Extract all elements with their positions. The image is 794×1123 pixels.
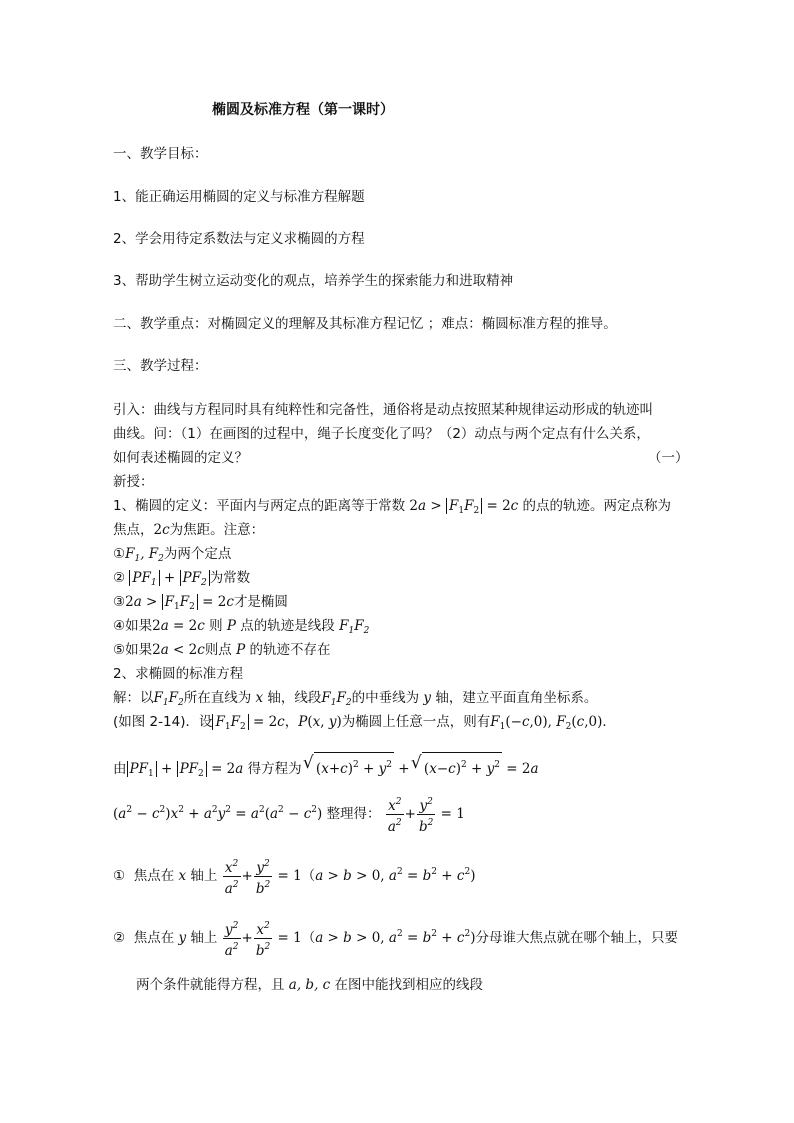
solution-line	[113, 689, 597, 712]
formula: $PF_1 + PF_2$	[129, 570, 209, 586]
text-run: 在图中能找到相应的线段	[334, 977, 483, 993]
note-1	[113, 545, 231, 568]
formula: $F_1F_2 = 2c$	[212, 714, 284, 730]
text-run: 轴，线段	[267, 690, 322, 706]
new-lesson-label: 新授：	[113, 474, 154, 490]
formula: P(x, y)	[298, 714, 342, 730]
text-run: 的轨迹不存在	[249, 642, 331, 658]
last-line	[136, 976, 483, 994]
goals-heading: 一、教学目标：	[113, 146, 208, 162]
formula: $\frac{x^2}{a^2}$	[223, 856, 241, 897]
text-run: 分母谁大焦点就在哪个轴上，只要	[475, 930, 678, 946]
formula: $\frac{x^2}{a^2}$	[386, 794, 404, 835]
formula: $(a^2 - c^2)x^2 + a^2y^2 = a^2(a^2 - c^2)$	[113, 805, 323, 822]
text-run: ④如果	[113, 618, 153, 634]
circled-number: ①	[113, 546, 126, 562]
text-run: 为椭圆上任意一点，则有	[341, 714, 491, 730]
formula: 2a = 2c	[152, 618, 205, 634]
definition-line-2	[113, 521, 264, 539]
formula: x	[174, 868, 191, 884]
note-5	[113, 641, 330, 659]
formula: P	[222, 618, 241, 634]
text-run: 焦点在	[133, 868, 175, 884]
text-run: ．	[602, 714, 616, 730]
intro-line-2: 曲线。问：（1）在画图的过程中，绳子长度变化了吗？（2）动点与两个定点有什么关系，	[113, 426, 650, 442]
intro-line-1: 引入：曲线与方程同时具有纯粹性和完备性，通俗将是动点按照某种规律运动形成的轨迹叫	[113, 402, 653, 418]
text-run: ，	[284, 714, 299, 730]
formula: $F_1(-c,0)$, $F_2(c,0)$	[490, 714, 603, 732]
formula: $F_1F_2$	[334, 618, 370, 636]
text-run: 得方程为	[247, 761, 302, 777]
goal-3: 3、帮助学生树立运动变化的观点，培养学生的探索能力和进取精神	[113, 273, 514, 289]
text-run: 为焦距。注意：	[169, 522, 265, 538]
goal-2: 2、学会用待定系数法与定义求椭圆的方程	[113, 231, 365, 247]
text-run: 点的轨迹是线段	[240, 618, 335, 634]
definition-line-1	[113, 497, 671, 520]
text-run: 由	[113, 761, 127, 777]
definition-tail: 的点的轨迹。两定点称为	[522, 498, 672, 514]
formula: $2a > F_1F_2 = 2c$	[125, 594, 234, 612]
circled-number: ②	[113, 570, 126, 586]
formula: 2c	[153, 522, 170, 538]
text-run: 才是椭圆	[233, 594, 288, 610]
text-run: 轴上	[190, 930, 218, 946]
formula: x	[251, 690, 268, 706]
formula: 2a < 2c	[152, 642, 205, 658]
note-4	[113, 617, 369, 640]
circled-number: ②	[113, 930, 126, 946]
definition-lead: 1、椭圆的定义：平面内与两定点的距离等于常数	[113, 498, 406, 514]
case-2: ② 焦点在 y 轴上 $\frac{y^2}{a^2}$ + $\frac{x^2}{b^2}$ = 1（a > b > 0, $a^2 = b^2 + c^2$)分母谁大焦点就在哪个轴上，只要	[113, 914, 678, 959]
text-run: 轴，建立平面直角坐标系。	[435, 690, 598, 706]
text-run: 为两个定点	[163, 546, 232, 562]
text-run: 整理得：	[326, 806, 381, 822]
text-run: 焦点在	[133, 930, 175, 946]
tidy-line: $(a^2 - c^2)x^2 + a^2y^2 = a^2(a^2 - c^2)$ 整理得： $\frac{x^2}{a^2}$ + $\frac{y^2}{b^2}$ = 1	[113, 790, 465, 835]
derivation-heading: 2、求椭圆的标准方程	[113, 666, 244, 682]
formula: $F_1$, $F_2$	[125, 546, 164, 564]
text-run: 焦点，	[113, 522, 154, 538]
circled-number: ①	[113, 868, 126, 884]
formula: $\frac{x^2}{b^2}$	[254, 918, 272, 959]
formula: = 1（a > b > 0, $a^2 = b^2 + c^2$)	[273, 867, 476, 884]
formula: $\frac{y^2}{b^2}$	[417, 794, 435, 835]
text-run: 两个条件就能得方程，且	[136, 977, 285, 993]
formula: P	[231, 642, 250, 658]
case-1: ① 焦点在 x 轴上 $\frac{x^2}{a^2}$ + $\frac{y^2}{b^2}$ = 1（a > b > 0, $a^2 = b^2 + c^2$)	[113, 852, 475, 897]
figure-line	[113, 713, 616, 736]
page-title: 椭圆及标准方程（第一课时）	[212, 102, 394, 118]
formula: $\frac{y^2}{b^2}$	[254, 856, 272, 897]
formula: √ $(x+c)^2 + y^2$ + √ $(x-c)^2 + y^2 = 2a$	[306, 761, 539, 777]
formula: = 1	[436, 806, 465, 822]
keypoints: 二、教学重点：对椭圆定义的理解及其标准方程记忆 ；难点：椭圆标准方程的推导。	[113, 316, 617, 332]
text-run: 为常数	[209, 570, 251, 586]
note-3	[113, 593, 288, 616]
equation-line	[113, 752, 539, 786]
formula: $F_1F_2$	[321, 690, 352, 708]
process-heading: 三、教学过程：	[113, 358, 208, 374]
text-run: ⑤如果	[113, 642, 153, 658]
text-run: 所在直线为	[183, 690, 252, 706]
formula: a, b, c	[284, 977, 335, 993]
formula: y	[174, 930, 191, 946]
text-run: 则点	[204, 642, 232, 658]
section-marker: （一）	[648, 450, 689, 466]
goal-1: 1、能正确运用椭圆的定义与标准方程解题	[113, 189, 365, 205]
text-run: 轴上	[190, 868, 218, 884]
formula: = 1（a > b > 0, $a^2 = b^2 + c^2$)	[273, 929, 476, 946]
text-run: (如图 2-14)．设	[113, 714, 213, 730]
formula: $2a > F_1F_2 = 2c$	[409, 498, 519, 516]
text-run: 的中垂线为	[351, 690, 420, 706]
formula: $F_1F_2$	[153, 690, 184, 708]
formula: y	[419, 690, 436, 706]
formula: $\frac{y^2}{a^2}$	[223, 918, 241, 959]
note-2	[113, 569, 250, 592]
circled-number: ③	[113, 594, 126, 610]
text-run: 解：以	[113, 690, 154, 706]
intro-line-3: 如何表述椭圆的定义？	[113, 450, 248, 466]
formula: $PF_1 + PF_2 = 2a$	[127, 761, 244, 777]
text-run: 则	[209, 618, 223, 634]
